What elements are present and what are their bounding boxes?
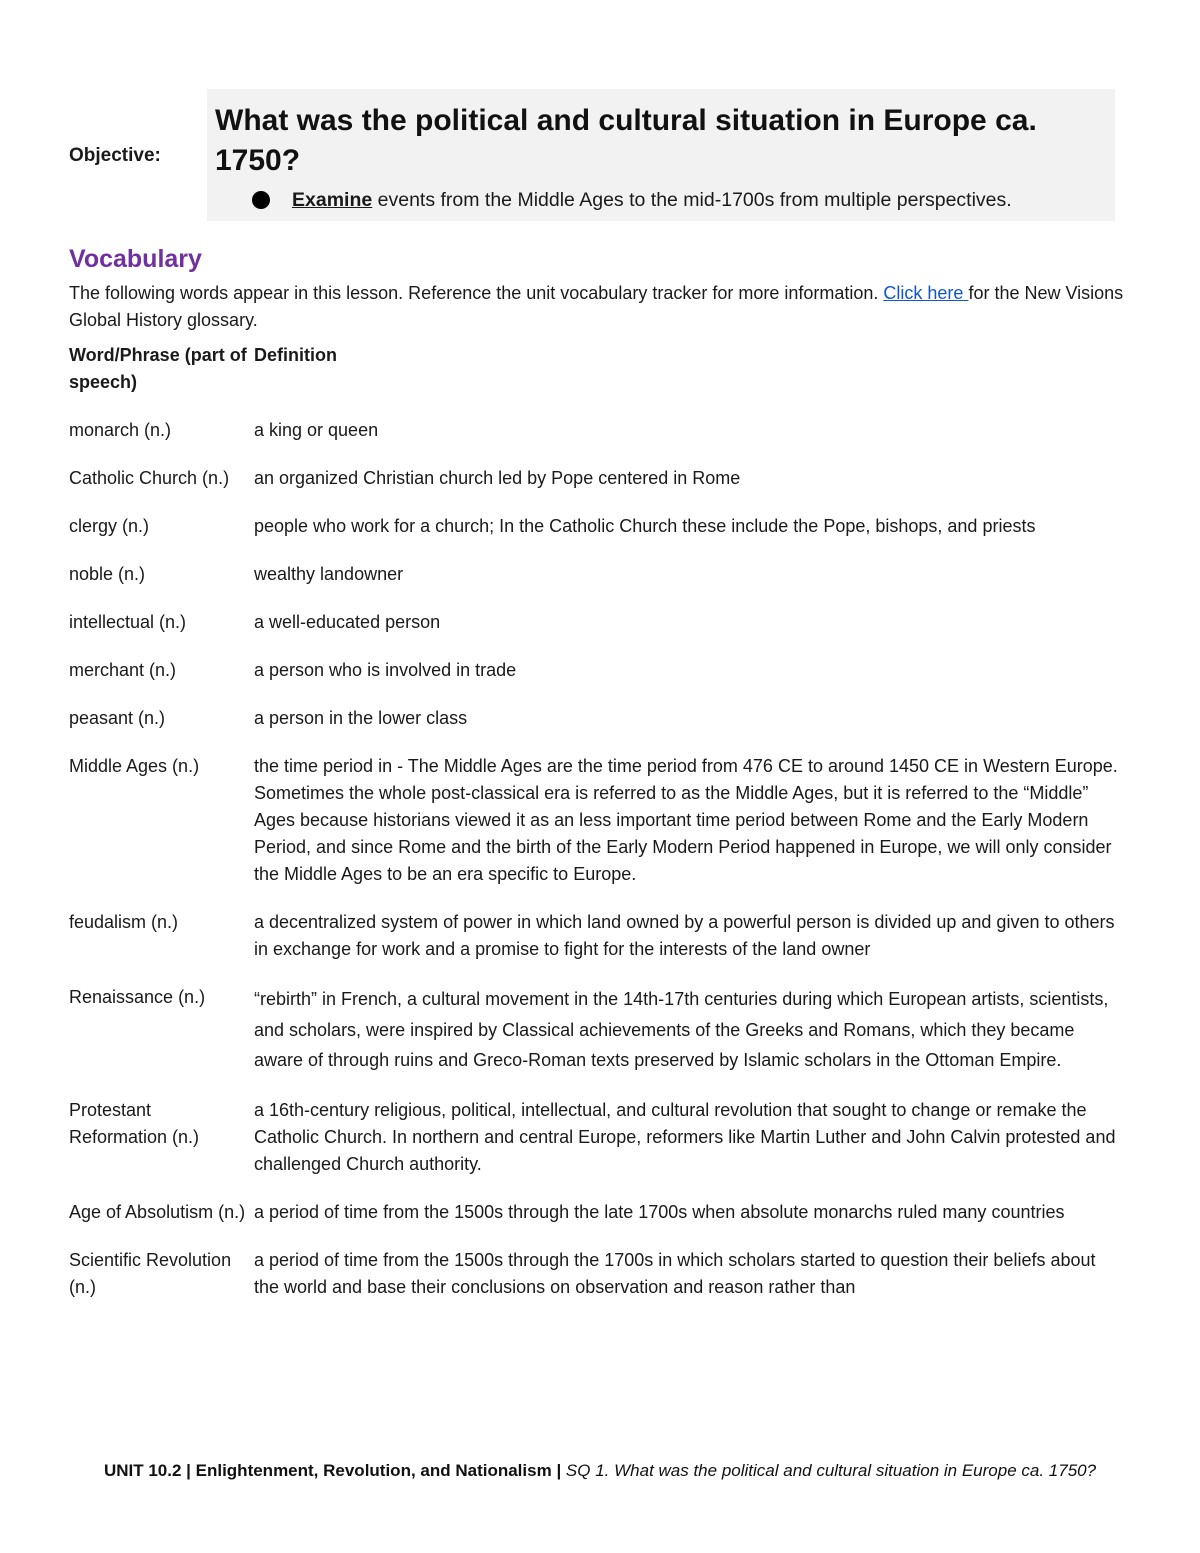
table-row xyxy=(69,417,1129,444)
vocab-definition: a person who is involved in trade xyxy=(254,660,517,680)
vocab-word: clergy (n.) xyxy=(69,516,150,536)
table-row xyxy=(69,1097,1129,1178)
table-row xyxy=(69,561,1129,588)
table-row xyxy=(69,465,1129,492)
footer-question: SQ 1. What was the political and cultural situation in Europe ca. 1750? xyxy=(565,1461,1097,1480)
header-word: Word/Phrase (part of speech) xyxy=(69,345,247,392)
vocab-word: peasant (n.) xyxy=(69,708,166,728)
objective-label: Objective: xyxy=(69,145,161,166)
table-row xyxy=(69,753,1129,888)
vocab-word: intellectual (n.) xyxy=(69,612,187,632)
vocab-definition: “rebirth” in French, a cultural movement in the 14th-17th centuries during which European artists, scientists, and scholars, were inspired by Classical achievements of the Greeks and Romans, which they became aware of through ruins and Greco-Roman texts preserved by Islamic scholars in the Ottoman Empire. xyxy=(254,989,1109,1070)
footer-separator: | xyxy=(186,1461,196,1480)
vocab-word: Protestant Reformation (n.) xyxy=(69,1099,200,1147)
vocab-word: Catholic Church (n.) xyxy=(69,468,230,488)
vocabulary-rows xyxy=(69,417,1129,1301)
objective-box xyxy=(207,89,1115,221)
vocab-definition: a king or queen xyxy=(254,420,379,440)
vocab-definition: a period of time from the 1500s through the late 1700s when absolute monarchs ruled many countries xyxy=(254,1201,1065,1222)
vocab-word: Renaissance (n.) xyxy=(69,987,206,1007)
header-definition: Definition xyxy=(254,345,337,365)
table-row xyxy=(69,1247,1129,1301)
objective-bullet-text xyxy=(292,187,1012,213)
glossary-link[interactable]: Click here xyxy=(883,283,969,303)
vocab-definition: a person in the lower class xyxy=(254,708,468,728)
footer-unit: UNIT 10.2 xyxy=(103,1461,187,1480)
vocab-definition: a decentralized system of power in which land owned by a powerful person is divided up and given to others in exchange for work and a promise to fight for the interests of the land owner xyxy=(254,912,1115,959)
table-row xyxy=(69,657,1129,684)
objective-title: What was the political and cultural situation in Europe ca. 1750? xyxy=(215,104,1037,177)
bullet-dot-icon xyxy=(252,191,270,209)
objective-bullet xyxy=(215,187,1107,213)
vocabulary-intro xyxy=(69,280,1129,334)
vocabulary-intro-text-end: for the New Visions Global History glossary. xyxy=(69,283,1124,330)
table-row xyxy=(69,984,1129,1076)
table-row xyxy=(69,909,1129,963)
table-row xyxy=(69,705,1129,732)
footer-unit-title: Enlightenment, Revolution, and Nationalism xyxy=(195,1461,552,1480)
vocab-definition: wealthy landowner xyxy=(254,564,404,584)
table-row xyxy=(69,513,1129,540)
vocab-word: Age of Absolutism (n.) xyxy=(69,1201,246,1222)
objective-bullet-rest: events from the Middle Ages to the mid-1700s from multiple perspectives. xyxy=(372,189,1012,211)
table-row xyxy=(69,609,1129,636)
vocab-definition: a well-educated person xyxy=(254,612,441,632)
vocab-word: noble (n.) xyxy=(69,564,146,584)
vocab-word: monarch (n.) xyxy=(69,420,172,440)
objective-verb: Examine xyxy=(292,189,373,211)
footer-separator-2: | xyxy=(551,1461,566,1480)
vocab-word: feudalism (n.) xyxy=(69,912,179,932)
vocab-definition: a 16th-century religious, political, intellectual, and cultural revolution that sought to change or remake the Catholic Church. In northern and central Europe, reformers like Martin Luther and John Calvin protested and challenged Church authority. xyxy=(254,1099,1116,1174)
vocabulary-heading: Vocabulary xyxy=(69,245,202,273)
vocabulary-intro-text: The following words appear in this lesson. Reference the unit vocabulary tracker for more information. xyxy=(69,283,884,303)
vocab-word: Middle Ages (n.) xyxy=(69,756,200,776)
vocabulary-table xyxy=(69,342,1129,1322)
vocab-definition: people who work for a church; In the Catholic Church these include the Pope, bishops, and priests xyxy=(254,516,1036,536)
table-header-row xyxy=(69,342,1129,396)
vocab-definition: the time period in - The Middle Ages are the time period from 476 CE to around 1450 CE in Western Europe. Sometimes the whole post-classical era is referred to as the Middle Ages, but it is referred to the “Middle” Ages because historians viewed it as an less important time period between Rome and the Early Modern Period, and since Rome and the birth of the Early Modern Period happened in Europe, we will only consider the Middle Ages to be an era specific to Europe. xyxy=(254,756,1118,884)
vocab-word: Scientific Revolution (n.) xyxy=(69,1249,232,1297)
table-row xyxy=(69,1199,1129,1226)
vocab-definition: a period of time from the 1500s through the 1700s in which scholars started to question their beliefs about the world and base their conclusions on observation and reason rather than xyxy=(254,1249,1096,1297)
page-footer xyxy=(0,1459,1200,1483)
vocab-word: merchant (n.) xyxy=(69,660,177,680)
vocab-definition: an organized Christian church led by Pope centered in Rome xyxy=(254,468,741,488)
